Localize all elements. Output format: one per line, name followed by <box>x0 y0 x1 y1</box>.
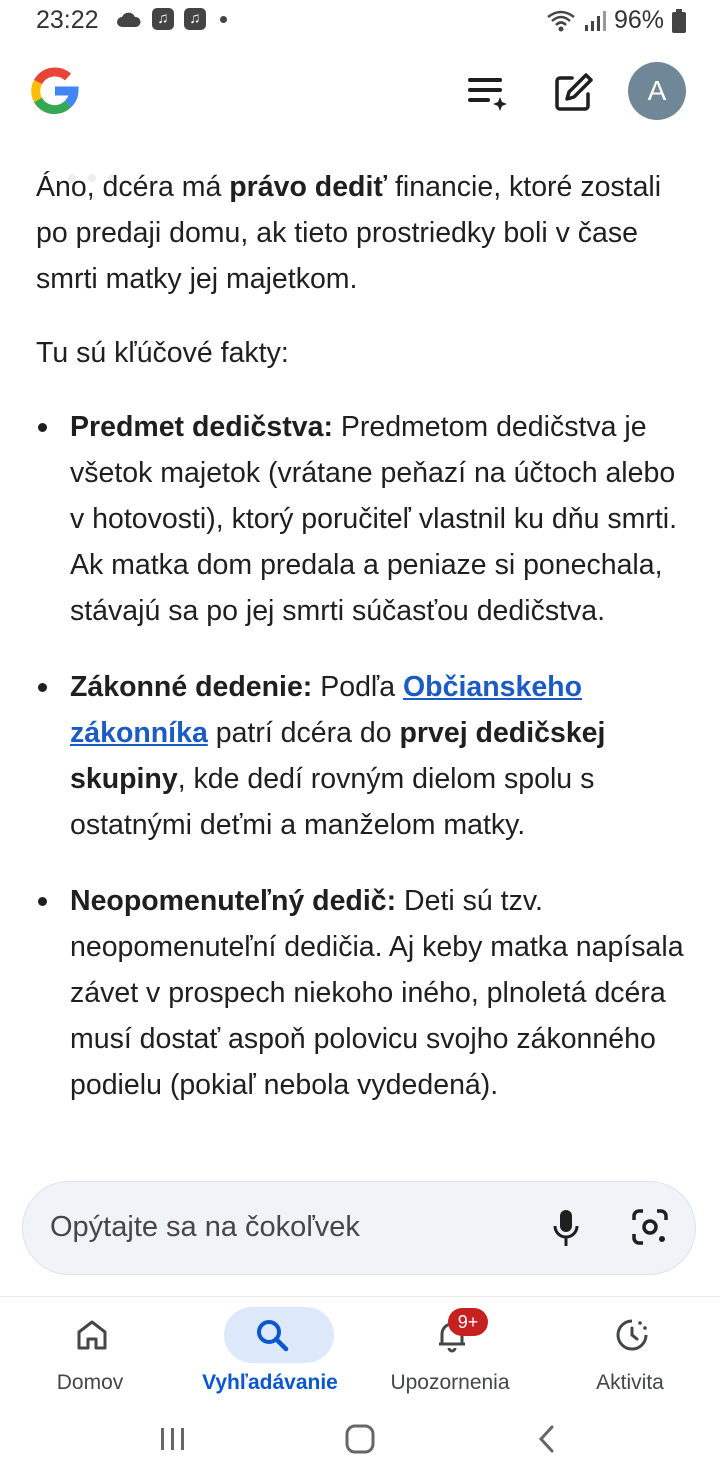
intro-text: Áno, dcéra má <box>36 171 230 203</box>
fact-title: Zákonné dedenie: <box>70 671 313 703</box>
more-notifications-icon <box>220 16 227 23</box>
list-item <box>36 404 686 634</box>
fact-title: Predmet dedičstva: <box>70 411 333 443</box>
status-time: 23:22 <box>36 6 99 34</box>
bottom-navigation <box>0 1296 720 1407</box>
nav-search-label: Vyhľadávanie <box>202 1371 338 1394</box>
fact-bold: prvej dedičskej skupiny <box>70 717 606 795</box>
ai-answer <box>36 164 686 1138</box>
cloud-icon <box>116 9 142 29</box>
nav-home-label: Domov <box>56 1371 124 1394</box>
fact-title: Neopomenuteľný dedič: <box>70 885 397 917</box>
back-icon[interactable] <box>536 1424 558 1454</box>
search-icon <box>254 1317 290 1353</box>
recent-apps-icon[interactable] <box>158 1426 188 1452</box>
music-note-icon: ♫ <box>184 8 206 30</box>
google-logo-icon[interactable] <box>28 64 82 118</box>
facts-list <box>36 404 686 1108</box>
search-input[interactable]: Opýtajte sa na čokoľvek <box>50 1211 360 1243</box>
facts-intro: Tu sú kľúčové fakty: <box>36 337 289 369</box>
nav-home[interactable] <box>10 1297 170 1407</box>
nav-activity[interactable] <box>550 1297 710 1407</box>
status-bar <box>0 0 720 44</box>
list-item <box>36 664 686 848</box>
fact-text: patrí dcéra do <box>207 717 400 749</box>
google-lens-icon[interactable] <box>631 1208 669 1246</box>
content-clip <box>0 1150 720 1180</box>
nav-activity-label: Aktivita <box>596 1371 664 1394</box>
intro-text-rest: financie, ktoré zostali po predaji domu, ak tieto prostriedky boli v čase smrti matky jej majetkom. <box>36 171 662 295</box>
battery-percent: 96% <box>613 6 664 34</box>
signal-icon <box>584 10 606 32</box>
system-navigation <box>0 1406 720 1480</box>
activity-icon <box>614 1317 650 1353</box>
avatar[interactable]: A <box>628 62 686 120</box>
home-icon <box>74 1317 110 1353</box>
fact-text: Podľa <box>312 671 404 703</box>
fact-text: Predmetom dedičstva je všetok majetok (vrátane peňazí na účtoch alebo v hotovosti), ktorý poručiteľ vlastnil ku dňu smrti. Ak matka dom predala a peniaze si ponechala, stávajú sa po jej smrti súčasťou dedičstva. <box>70 411 678 627</box>
search-bar[interactable] <box>22 1181 696 1275</box>
status-right <box>546 6 686 35</box>
nav-search[interactable] <box>190 1297 350 1407</box>
microphone-icon[interactable] <box>551 1208 581 1248</box>
battery-icon <box>672 9 686 33</box>
app-header <box>0 52 720 134</box>
fact-text: Deti sú tzv. neopomenuteľní dedičia. Aj keby matka napísala závet v prospech niekoho iného, plnoletá dcéra musí dostať aspoň polovicu svojho zákonného podielu (pokiaľ nebola vydedená). <box>70 885 684 1101</box>
list-item <box>36 878 686 1108</box>
answer-intro <box>36 164 686 302</box>
music-note-icon: ♫ <box>152 8 174 30</box>
nav-notifications-label: Upozornenia <box>390 1371 510 1394</box>
notification-icons <box>116 8 227 30</box>
home-button-icon[interactable] <box>344 1424 376 1454</box>
intro-bold: právo dediť <box>229 171 388 203</box>
civil-code-link[interactable]: Občianskeho zákonníka <box>70 671 582 749</box>
history-list-icon[interactable] <box>466 70 510 114</box>
notification-badge: 9+ <box>448 1308 488 1336</box>
new-chat-edit-icon[interactable] <box>552 70 596 114</box>
wifi-icon <box>546 9 576 33</box>
fact-text: , kde dedí rovným dielom spolu s ostatnými deťmi a manželom matky. <box>70 763 595 841</box>
